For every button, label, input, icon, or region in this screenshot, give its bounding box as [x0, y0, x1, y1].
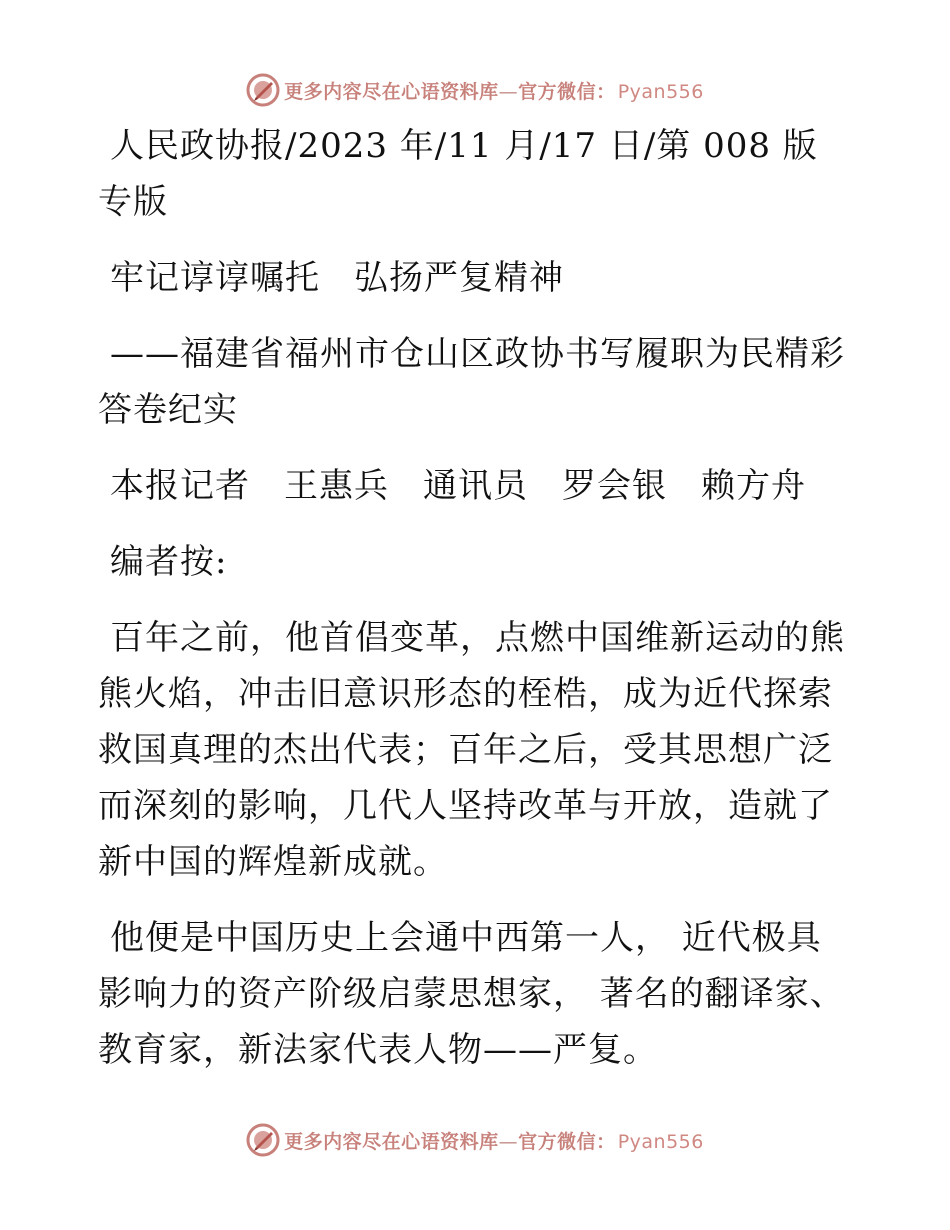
- correspondent-label: 通讯员: [423, 466, 528, 506]
- pen-logo-icon: [246, 73, 280, 107]
- body-paragraph: 百年之前，他首倡变革，点燃中国维新运动的熊熊火焰，冲击旧意识形态的桎梏，成为近代探索救国真理的杰出代表；百年之后，受其思想广泛而深刻的影响，几代人坚持改革与开放，造就了新中国的辉煌新成就。: [98, 618, 845, 882]
- reporter-label: 本报记者: [110, 466, 250, 506]
- byline: [98, 458, 850, 514]
- source-line: 人民政协报/2023 年/11 月/17 日/第 008 版专版: [98, 126, 818, 222]
- watermark-text: 更多内容尽在心语资料库—官方微信： Pyan556: [284, 80, 704, 103]
- article-title: [98, 250, 850, 306]
- body-paragraph: 他便是中国历史上会通中西第一人， 近代极具影响力的资产阶级启蒙思想家， 著名的翻译家、教育家，新法家代表人物——严复。: [98, 918, 845, 1070]
- editor-note-label: 编者按:: [110, 542, 228, 582]
- article-body: [98, 118, 850, 1098]
- footer-watermark: [0, 1120, 950, 1160]
- correspondent-name-2: 赖方舟: [701, 466, 806, 506]
- title-part-1: 牢记谆谆嘱托: [110, 258, 320, 298]
- title-part-2: 弘扬严复精神: [354, 258, 564, 298]
- correspondent-name-1: 罗会银: [562, 466, 667, 506]
- reporter-name: 王惠兵: [284, 466, 389, 506]
- header-watermark: [0, 70, 950, 110]
- watermark-text: 更多内容尽在心语资料库—官方微信： Pyan556: [284, 1130, 704, 1153]
- pen-logo-icon: [246, 1123, 280, 1157]
- article-subtitle: ——福建省福州市仓山区政协书写履职为民精彩答卷纪实: [98, 334, 845, 430]
